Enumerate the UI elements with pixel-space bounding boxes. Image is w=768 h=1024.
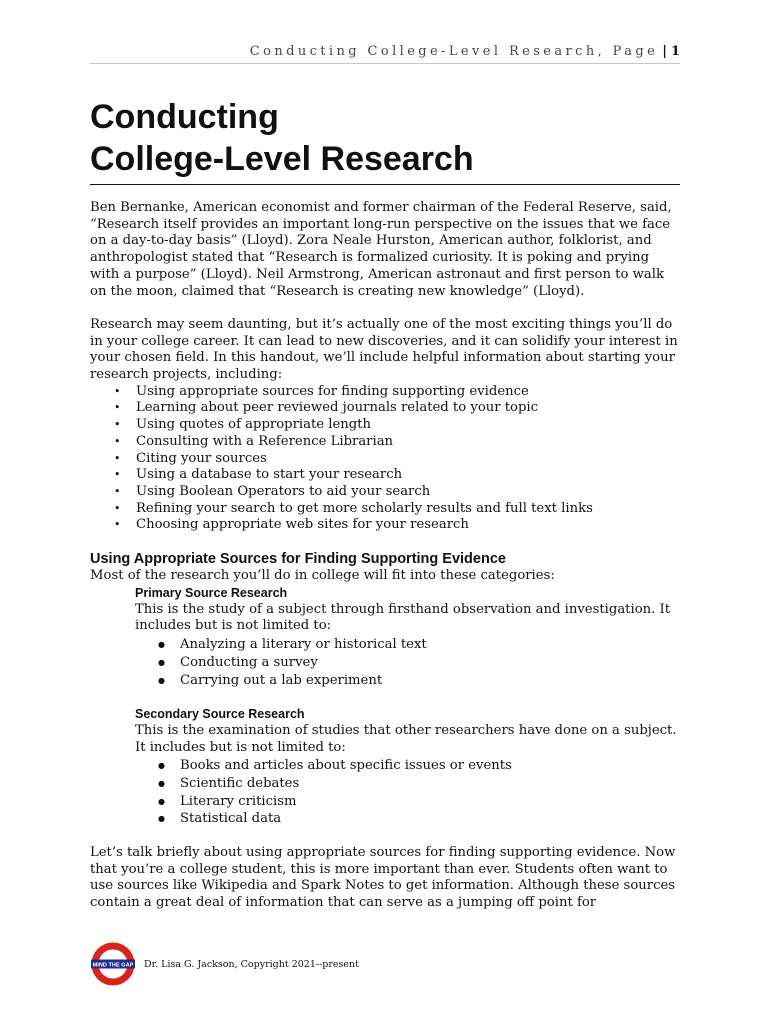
title-line-1: Conducting <box>90 98 279 136</box>
secondary-text: This is the examination of studies that other researchers have done on a subject. It includes but is not limited to: <box>135 722 677 755</box>
primary-list <box>135 636 682 689</box>
running-header <box>90 44 680 64</box>
document-title <box>90 96 680 185</box>
primary-text: This is the study of a subject through firsthand observation and investigation. It includes but is not limited to: <box>135 601 671 634</box>
page-footer <box>90 940 359 988</box>
list-item: • Using Boolean Operators to aid your search <box>90 484 682 501</box>
page-number: 1 <box>670 44 680 59</box>
footer-credit: Dr. Lisa G. Jackson, Copyright 2021--present <box>144 958 359 970</box>
section-lead: Most of the research you’ll do in college will fit into these categories: <box>90 568 555 584</box>
list-item: • Consulting with a Reference Librarian <box>90 434 682 451</box>
header-separator: | <box>662 44 667 59</box>
topics-list <box>90 384 682 534</box>
logo-text: MIND THE GAP <box>92 962 134 969</box>
secondary-heading: Secondary Source Research <box>135 706 305 721</box>
list-item: • Learning about peer reviewed journals related to your topic <box>90 400 682 417</box>
running-title: Conducting College-Level Research, Page <box>249 44 659 59</box>
primary-source-block <box>90 585 682 828</box>
secondary-list <box>135 757 682 828</box>
list-item: ● Carrying out a lab experiment <box>135 672 682 690</box>
list-item: ● Conducting a survey <box>135 654 682 672</box>
title-line-2: College-Level Research <box>90 140 474 178</box>
closing-paragraph: Let’s talk briefly about using appropriate sources for finding supporting evidence. Now that you’re a college student, this is more important than ever. Students often want to use sources like Wikipedia and Spark Notes to get information. Although these sources contain a great deal of information that can serve as a jumping off point for <box>90 844 676 910</box>
document-body <box>90 200 682 912</box>
list-item: ● Books and articles about specific issues or events <box>135 757 682 775</box>
list-item: • Using a database to start your research <box>90 467 682 484</box>
list-item: ● Scientific debates <box>135 775 682 793</box>
mind-the-gap-logo <box>90 941 136 987</box>
list-item: • Using appropriate sources for finding supporting evidence <box>90 384 682 401</box>
list-item: • Choosing appropriate web sites for your research <box>90 517 682 534</box>
list-item: • Using quotes of appropriate length <box>90 417 682 434</box>
section-heading: Using Appropriate Sources for Finding Supporting Evidence <box>90 551 506 568</box>
intro-paragraph-1: Ben Bernanke, American economist and former chairman of the Federal Reserve, said, “Research itself provides an important long-run perspective on the issues that we face on a day-to-day basis” (Lloyd). Zora Neale Hurston, American author, folklorist, and anthropologist stated that “Research is formalized curiosity. It is poking and prying with a purpose” (Lloyd). Neil Armstrong, American astronaut and first person to walk on the moon, claimed that “Research is creating new knowledge” (Lloyd). <box>90 200 672 299</box>
primary-heading: Primary Source Research <box>135 585 288 600</box>
list-item: • Refining your search to get more scholarly results and full text links <box>90 501 682 518</box>
intro-paragraph-2: Research may seem daunting, but it’s actually one of the most exciting things you’ll do in your college career. It can lead to new discoveries, and it can solidify your interest in your chosen field. In this handout, we’ll include helpful information about starting your research projects, including: <box>90 316 678 383</box>
list-item: • Citing your sources <box>90 451 682 468</box>
list-item: ● Statistical data <box>135 810 682 828</box>
list-item: ● Literary criticism <box>135 793 682 811</box>
list-item: ● Analyzing a literary or historical text <box>135 636 682 654</box>
